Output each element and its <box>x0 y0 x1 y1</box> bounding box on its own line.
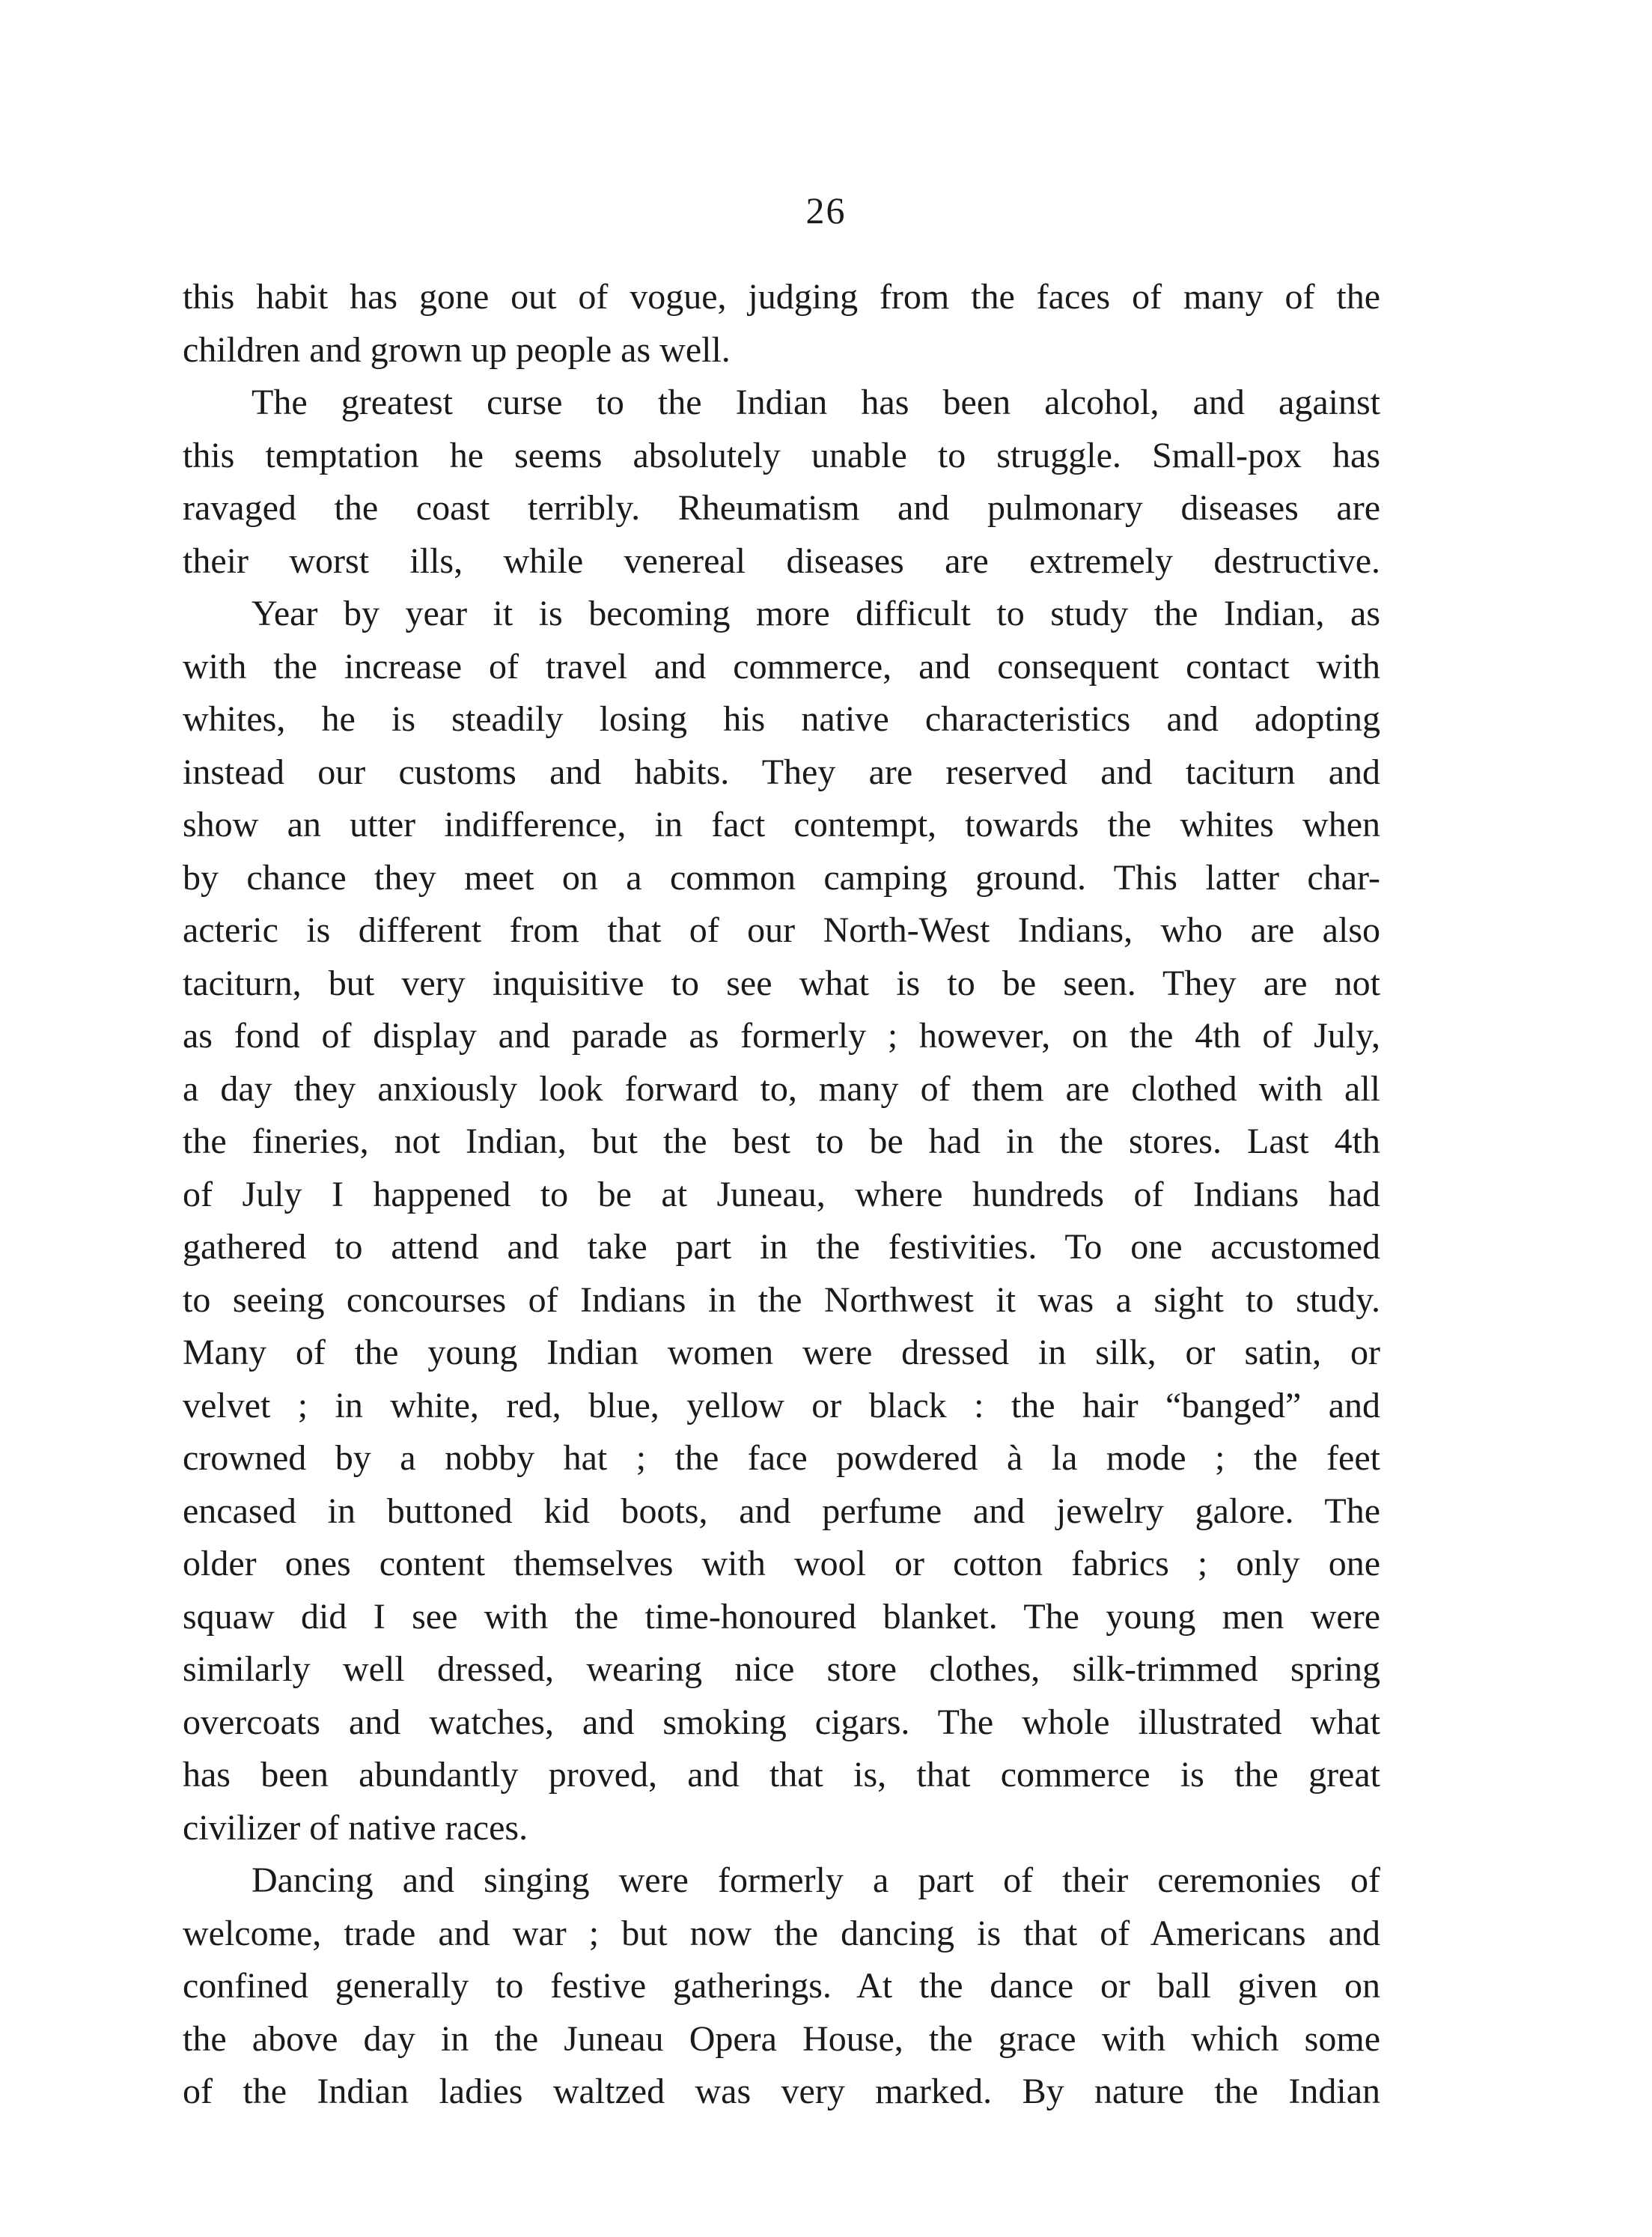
text-line: show an utter indifference, in fact contempt, towards the whites when <box>183 805 1380 844</box>
text-line: whites, he is steadily losing his native characteristics and adopting <box>183 699 1380 739</box>
text-line: to seeing concourses of Indians in the Northwest it was a sight to study. <box>183 1279 1380 1320</box>
text-line: instead our customs and habits. They are reserved and taciturn and <box>183 752 1380 792</box>
text-line: ravaged the coast terribly. Rheumatism and pulmonary diseases are <box>183 488 1380 528</box>
text-line: crowned by a nobby hat ; the face powdered à la mode ; the feet <box>183 1438 1380 1478</box>
text-line: taciturn, but very inquisitive to see what is to be seen. They are not <box>183 963 1380 1003</box>
text-line: the fineries, not Indian, but the best to be had in the stores. Last 4th <box>183 1121 1380 1161</box>
text-line: civilizer of native races. <box>183 1807 528 1848</box>
text-line: this habit has gone out of vogue, judging from the faces of many of the <box>183 277 1380 317</box>
page-number: 26 <box>805 189 847 231</box>
paragraph-3 <box>183 588 1380 1854</box>
body-text <box>183 271 1380 2119</box>
paragraph-4 <box>183 1854 1380 2119</box>
text-line: velvet ; in white, red, blue, yellow or black : the hair “banged” and <box>183 1385 1380 1425</box>
text-line: gathered to attend and take part in the festivities. To one accustomed <box>183 1227 1380 1267</box>
text-line: Many of the young Indian women were dressed in silk, or satin, or <box>183 1333 1380 1372</box>
text-line: similarly well dressed, wearing nice store clothes, silk-trimmed spring <box>183 1649 1380 1689</box>
text-line: with the increase of travel and commerce, and consequent contact with <box>183 646 1380 687</box>
text-line: the above day in the Juneau Opera House, the grace with which some <box>183 2018 1380 2059</box>
text-line: a day they anxiously look forward to, many of them are clothed with all <box>183 1068 1380 1109</box>
text-line: by chance they meet on a common camping ground. This latter char- <box>183 857 1380 898</box>
text-line: of July I happened to be at Juneau, where hundreds of Indians had <box>183 1174 1380 1214</box>
text-line: encased in buttoned kid boots, and perfume and jewelry galore. The <box>183 1491 1380 1531</box>
text-line: The greatest curse to the Indian has been alcohol, and against <box>252 383 1380 422</box>
text-line: overcoats and watches, and smoking cigars. The whole illustrated what <box>183 1702 1380 1742</box>
text-line: welcome, trade and war ; but now the dancing is that of Americans and <box>183 1913 1380 1953</box>
text-line: older ones content themselves with wool or cotton fabrics ; only one <box>183 1544 1380 1583</box>
text-line: of the Indian ladies waltzed was very marked. By nature the Indian <box>183 2072 1380 2111</box>
text-line: squaw did I see with the time-honoured blanket. The young men were <box>183 1596 1380 1637</box>
text-line: as fond of display and parade as formerly ; however, on the 4th of July, <box>183 1016 1380 1056</box>
paragraph-1 <box>183 271 1380 377</box>
text-line: Year by year it is becoming more difficult to study the Indian, as <box>252 594 1380 633</box>
text-line: acteric is different from that of our North-West Indians, who are also <box>183 910 1380 950</box>
text-line: confined generally to festive gatherings. At the dance or ball given on <box>183 1966 1380 2006</box>
paragraph-2 <box>183 377 1380 588</box>
text-line: their worst ills, while venereal diseases are extremely destructive. <box>183 541 1380 581</box>
text-line: Dancing and singing were formerly a part of their ceremonies of <box>252 1860 1380 1900</box>
text-line: children and grown up people as well. <box>183 329 731 370</box>
text-line: this temptation he seems absolutely unable to struggle. Small-pox has <box>183 435 1380 475</box>
text-line: has been abundantly proved, and that is, that commerce is the great <box>183 1755 1380 1795</box>
